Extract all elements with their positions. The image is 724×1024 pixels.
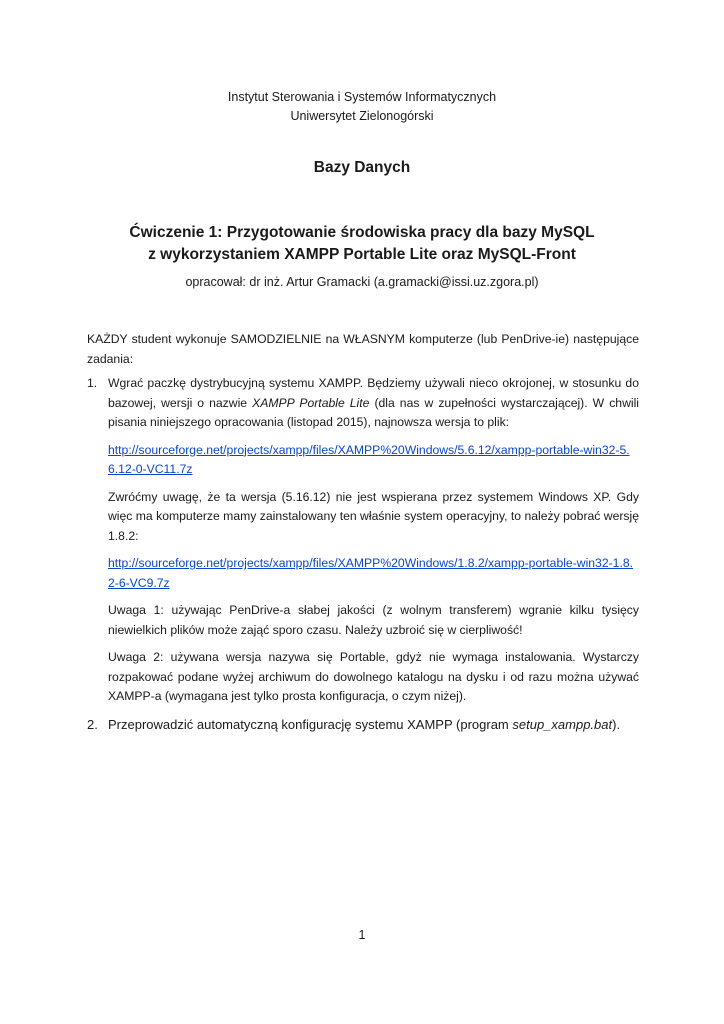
- link2-paragraph: [108, 554, 639, 593]
- header-block: [0, 88, 724, 126]
- winxp-paragraph: Zwróćmy uwagę, że ta wersja (5.16.12) nie jest wspierana przez systemem Windows XP. Gdy więc ma komputerze mamy zainstalowany ten właśnie system operacyjny, to należy pobrać wersję 1.8.2:: [108, 489, 639, 543]
- institute-name: Instytut Sterowania i Systemów Informatycznych: [227, 90, 497, 104]
- task-list: [87, 374, 639, 734]
- note-1: Uwaga 1: używając PenDrive-a słabej jakości (z wolnym transferem) wgranie kilku tysięcy niewielkich plików może zająć sporo czasu. Należy uzbroić się w cierpliwość!: [108, 603, 639, 637]
- download-link-182[interactable]: http://sourceforge.net/projects/xampp/files/XAMPP%20Windows/1.8.2/xampp-portable-win32-1.8.2-6-VC9.7z: [108, 556, 633, 590]
- list-number: 1.: [87, 376, 98, 390]
- item1-text-a: Wgrać paczkę dystrybucyjną systemu XAMPP. Będziemy używali nieco okrojonej, w stosunku do bazowej, wersji o nazwie: [108, 376, 639, 410]
- item2-text-a: Przeprowadzić automatyczną konfigurację systemu XAMPP (program: [108, 716, 513, 732]
- author-line: opracował: dr inż. Artur Gramacki (a.gramacki@issi.uz.zgora.pl): [185, 275, 539, 289]
- intro-paragraph: KAŻDY student wykonuje SAMODZIELNIE na WŁASNYM komputerze (lub PenDrive-ie) następujące zadania:: [87, 332, 639, 366]
- link1-paragraph: [108, 441, 639, 480]
- list-number: 2.: [87, 716, 98, 732]
- item1-text-b: (dla nas w zupełności wystarczającej). W chwili pisania niniejszego opracowania (listopad 2015), najnowsza wersja to plik:: [108, 395, 639, 429]
- item1-text-italic: XAMPP Portable Lite: [252, 395, 370, 410]
- item2-text-italic: setup_xampp.bat: [512, 716, 613, 732]
- list-item-2: [87, 715, 639, 735]
- exercise-title-line2: z wykorzystaniem XAMPP Portable Lite oraz MySQL-Front: [148, 246, 576, 263]
- item2-text-b: ).: [612, 716, 621, 732]
- page-number: 1: [358, 928, 366, 942]
- university-name: Uniwersytet Zielonogórski: [290, 109, 434, 123]
- course-title: Bazy Danych: [313, 159, 411, 176]
- item1-paragraph: [108, 374, 639, 433]
- exercise-title: [0, 222, 724, 266]
- list-item-1: [87, 374, 639, 707]
- note-2: Uwaga 2: używana wersja nazywa się Portable, gdyż nie wymaga instalowania. Wystarczy rozpakować podane wyżej archiwum do dowolnego katalogu na dysku i od razu można używać XAMPP-a (wymagana jest tylko prosta konfiguracja, o czym niżej).: [108, 650, 639, 703]
- download-link-5612[interactable]: http://sourceforge.net/projects/xampp/files/XAMPP%20Windows/5.6.12/xampp-portable-win32-5.6.12-0-VC11.7z: [108, 442, 630, 476]
- exercise-title-line1: Ćwiczenie 1: Przygotowanie środowiska pracy dla bazy MySQL: [129, 224, 595, 241]
